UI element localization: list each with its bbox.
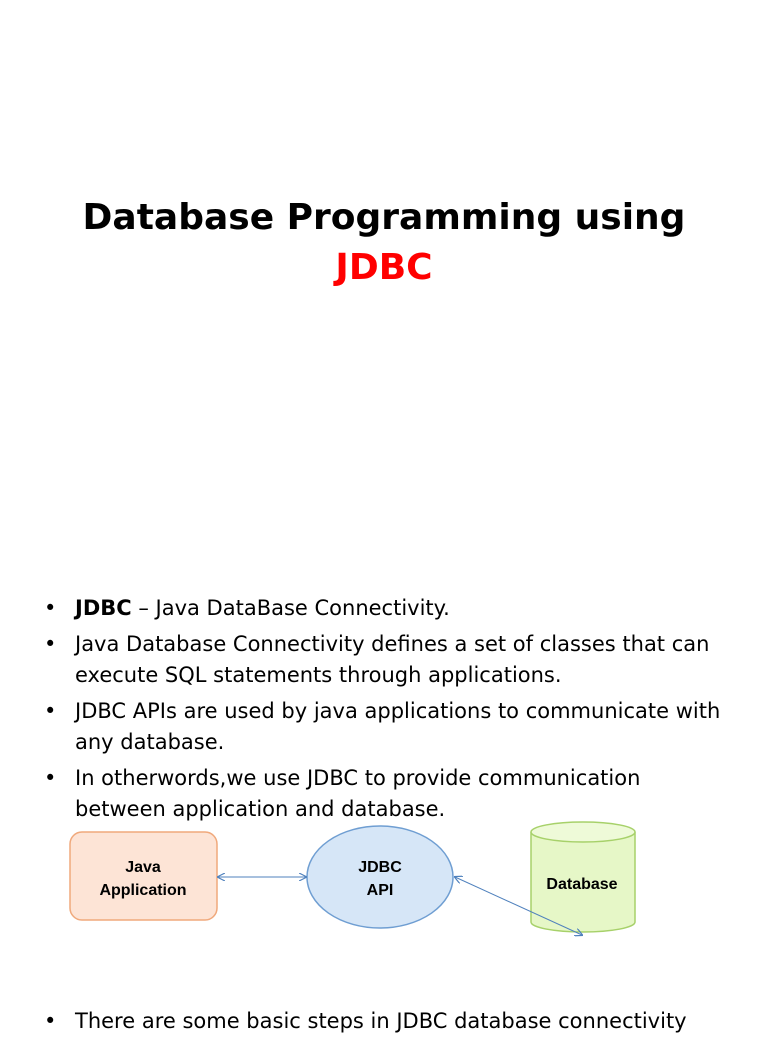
bullet-item — [44, 763, 734, 825]
slide-title — [0, 195, 768, 295]
bullet-dot: • — [44, 632, 57, 656]
database-label: Database — [546, 876, 618, 893]
bullet-dot: • — [44, 596, 57, 620]
bullet-dot: • — [44, 699, 57, 723]
bullet-item — [44, 629, 734, 691]
jdbc-api-label-1: JDBC — [358, 859, 402, 876]
java-application-label-1: Java — [125, 859, 161, 876]
bullet-dot: • — [44, 1009, 57, 1033]
bullet-text: Java Database Connectivity defines a set of classes that can execute SQL statements through applications. — [75, 632, 710, 687]
bullet-dot: • — [44, 766, 57, 790]
bullet-bold-term: JDBC — [75, 596, 132, 620]
title-line-2: JDBC — [335, 247, 433, 288]
bullet-list — [44, 593, 734, 830]
bullet-text: There are some basic steps in JDBC database connectivity — [75, 1009, 687, 1033]
java-application-box — [70, 832, 217, 920]
database-cylinder-icon — [531, 822, 635, 932]
bullet-text: – Java DataBase Connectivity. — [131, 596, 450, 620]
jdbc-architecture-diagram — [60, 818, 660, 948]
title-line-1: Database Programming using — [82, 197, 686, 238]
bottom-bullet-item — [44, 1006, 768, 1037]
jdbc-api-node — [307, 826, 453, 928]
jdbc-api-label-2: API — [366, 882, 394, 899]
bullet-text: In otherwords,we use JDBC to provide communication between application and database. — [75, 766, 641, 821]
java-application-label-2: Application — [99, 882, 187, 899]
bullet-item — [44, 593, 734, 624]
bullet-text: JDBC APIs are used by java applications to communicate with any database. — [75, 699, 721, 754]
bullet-item — [44, 696, 734, 758]
